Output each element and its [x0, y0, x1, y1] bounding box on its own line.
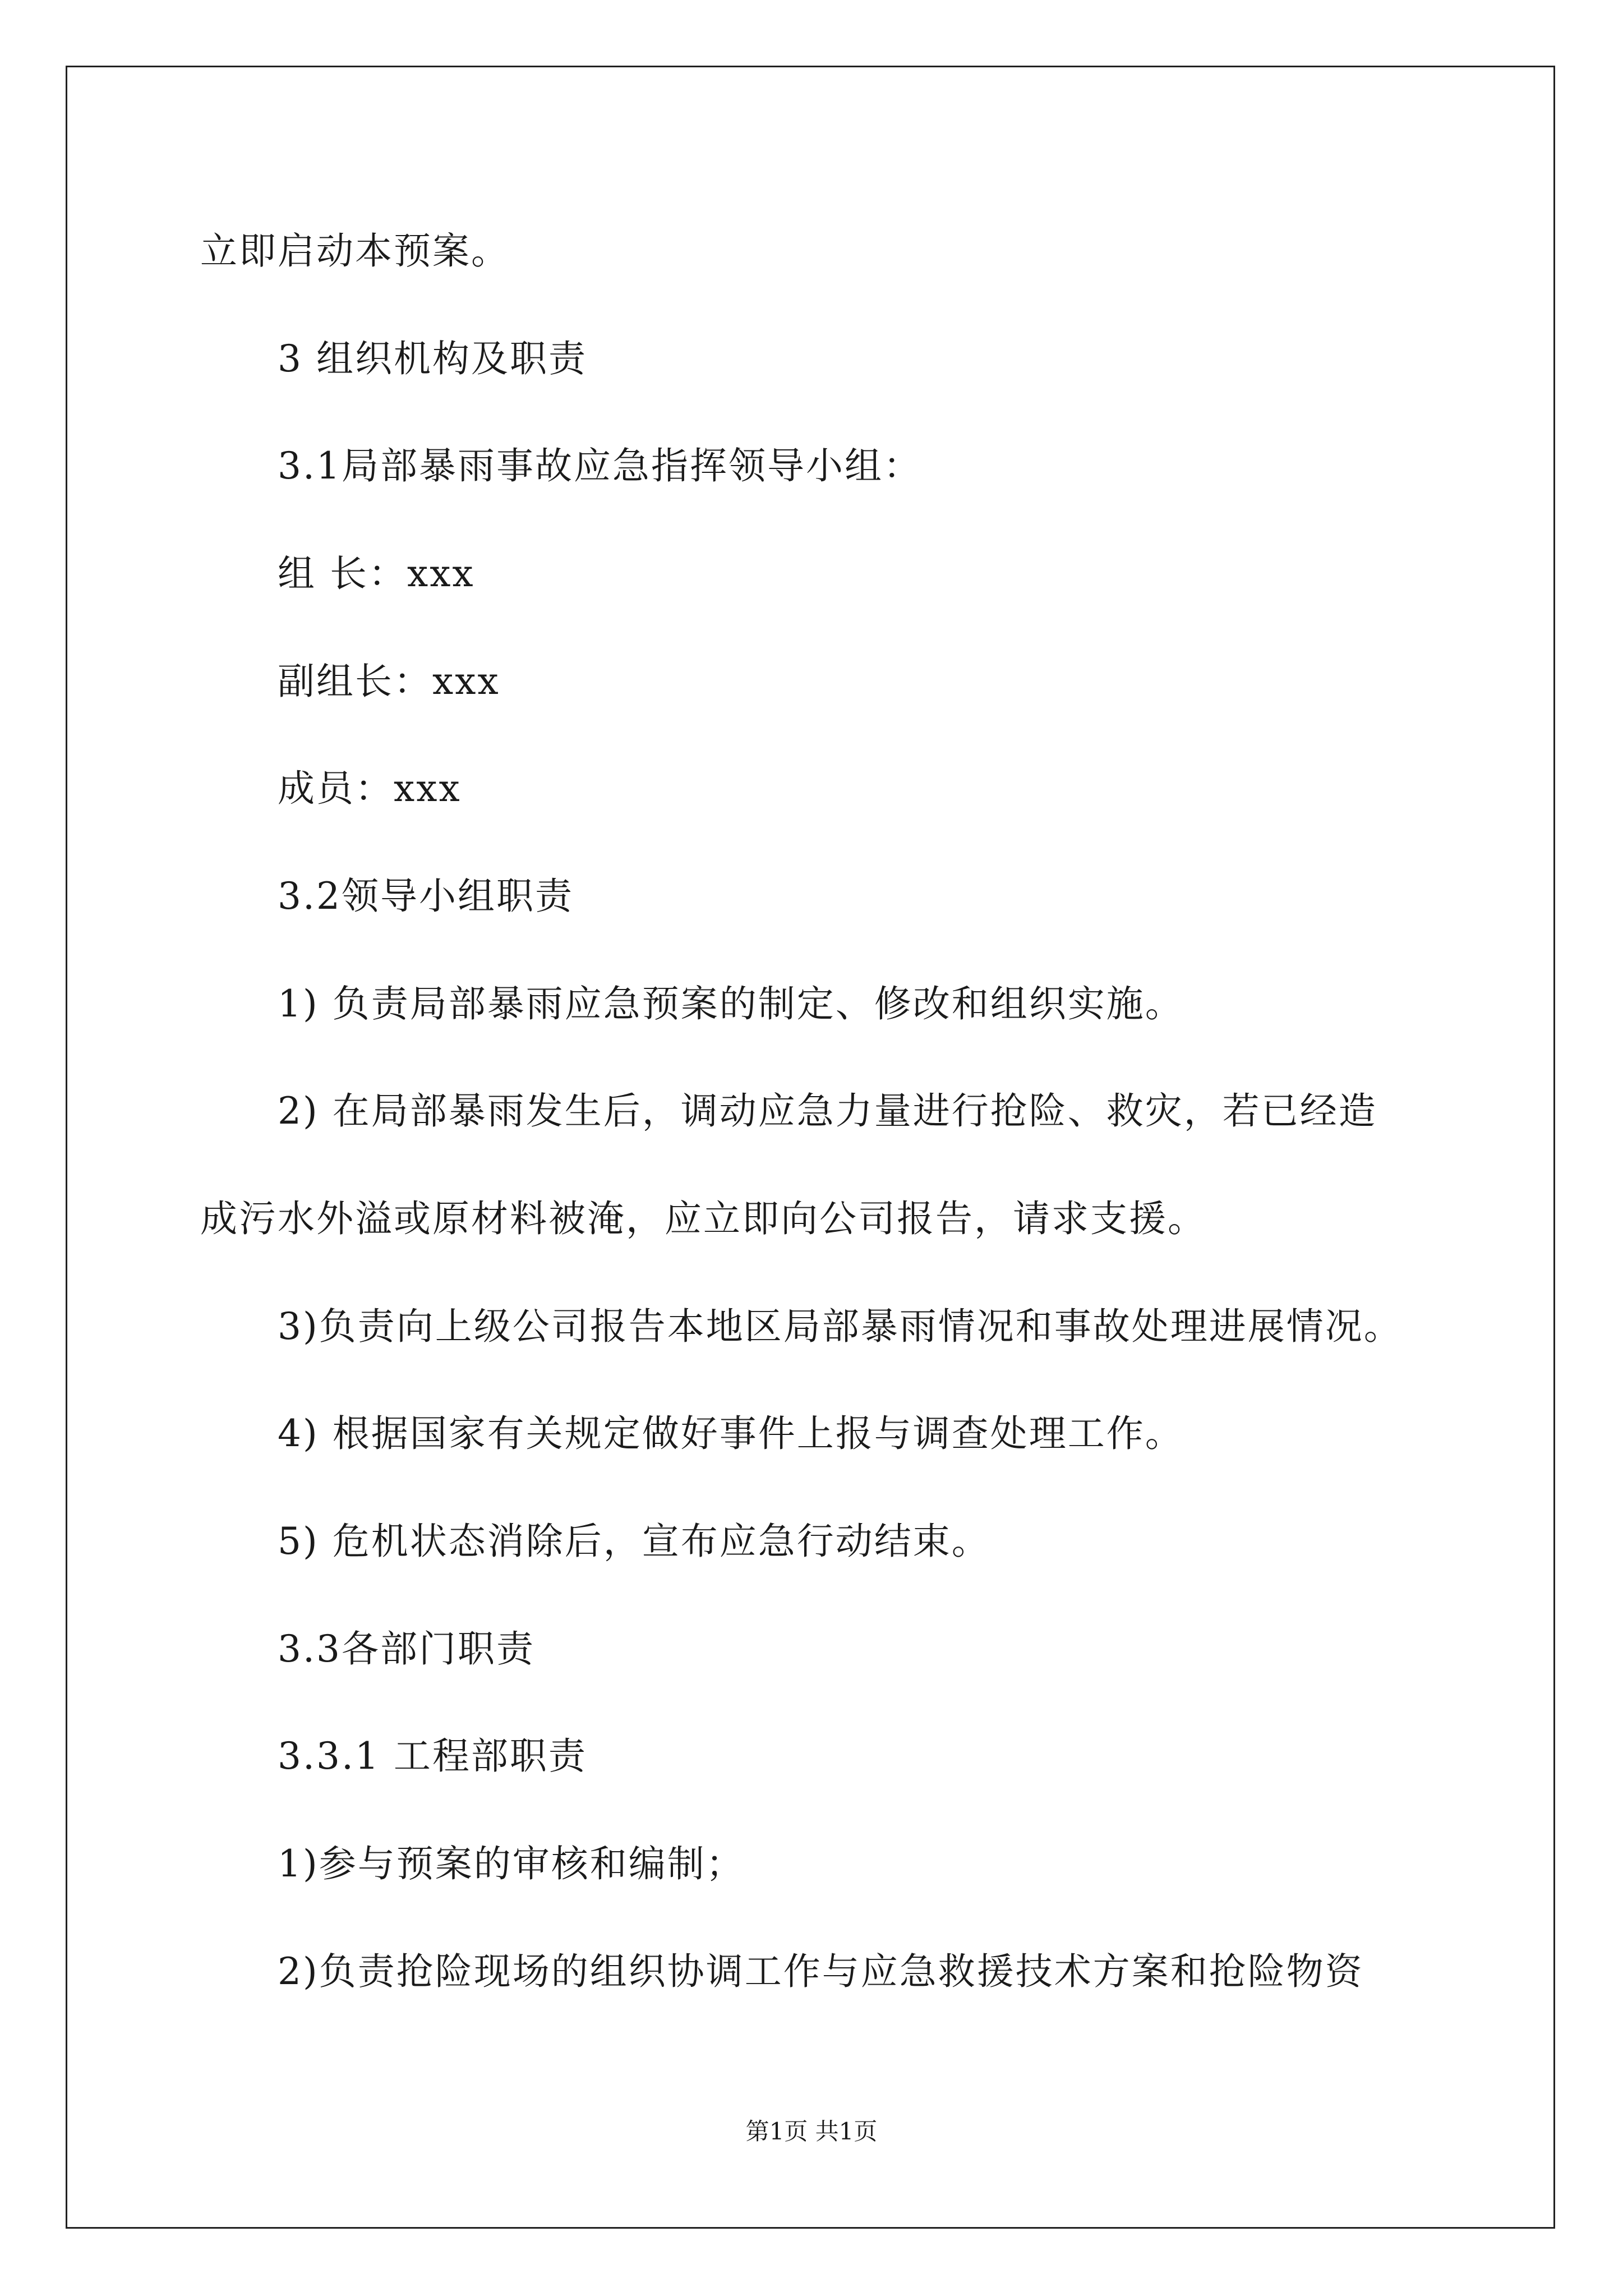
paragraph-line: 2)负责抢险现场的组织协调工作与应急救援技术方案和抢险物资 [278, 1950, 1364, 1993]
paragraph-line: 1) 负责局部暴雨应急预案的制定、修改和组织实施。 [278, 982, 1184, 1025]
paragraph-line: 4) 根据国家有关规定做好事件上报与调查处理工作。 [278, 1412, 1184, 1455]
paragraph-line: 1)参与预案的审核和编制； [278, 1842, 745, 1885]
section-heading: 3.3.1 工程部职责 [278, 1734, 587, 1778]
section-heading: 3.3各部门职责 [278, 1627, 535, 1671]
paragraph-line: 成员：xxx [278, 767, 462, 810]
paragraph-line: 成污水外溢或原材料被淹，应立即向公司报告，请求支援。 [200, 1197, 1206, 1240]
page-border [66, 66, 1555, 2229]
section-heading: 3.1局部暴雨事故应急指挥领导小组： [278, 444, 922, 487]
section-heading: 3.2领导小组职责 [278, 875, 574, 918]
paragraph-line: 2) 在局部暴雨发生后，调动应急力量进行抢险、救灾，若已经造 [278, 1089, 1377, 1133]
paragraph-line: 3)负责向上级公司报告本地区局部暴雨情况和事故处理进展情况。 [278, 1305, 1403, 1348]
paragraph-line: 副组长：xxx [278, 660, 500, 703]
page-number-footer: 第1页 共1页 [745, 2118, 878, 2145]
paragraph-line: 组 长：xxx [278, 552, 475, 595]
paragraph-line: 5) 危机状态消除后，宣布应急行动结束。 [278, 1520, 990, 1563]
section-heading: 3 组织机构及职责 [278, 337, 587, 380]
paragraph-line: 立即启动本预案。 [200, 229, 510, 273]
